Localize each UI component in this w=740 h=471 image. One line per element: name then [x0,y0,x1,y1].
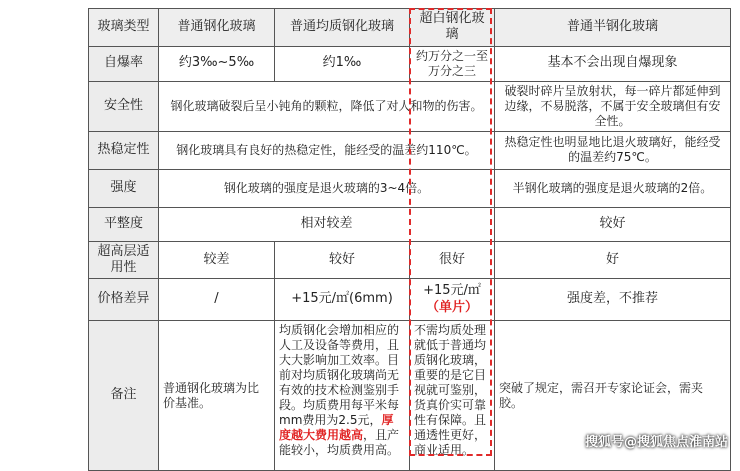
thermal-semi: 热稳定性也明显地比退火玻璃好，能经受的温差约75℃。 [495,131,731,169]
row-safety [89,81,731,131]
remarks-homogeneous-b: ，且产能较小，均质费用高。 [279,428,400,457]
label-self-burst: 自爆率 [89,46,159,81]
strength-tempered: 钢化玻璃的强度是退火玻璃的3~4倍。 [159,169,495,207]
price-semi: 强度差，不推荐 [495,279,731,321]
header-homogeneous-tempered: 普通均质钢化玻璃 [275,9,410,47]
selfburst-homogeneous: 约1‰ [275,46,410,81]
highrise-semi: 好 [495,241,731,279]
label-safety: 安全性 [89,81,159,131]
label-highrise: 超高层适用性 [89,241,159,279]
row-thermal [89,131,731,169]
price-ultrawhite-cell [410,279,495,321]
header-ultrawhite-tempered: 超白钢化玻璃 [410,9,495,47]
remarks-semi: 突破了规定，需召开专家论证会，需夹胶。 [495,321,731,471]
highrise-homogeneous: 较好 [275,241,410,279]
label-price: 价格差异 [89,279,159,321]
price-ultrawhite: +15元/㎡ [423,283,481,299]
selfburst-semi: 基本不会出现自爆现象 [495,46,731,81]
price-homogeneous: +15元/㎡(6mm) [275,279,410,321]
safety-semi: 破裂时碎片呈放射状，每一碎片都延伸到边缘，不易脱落，不属于安全玻璃但有安全性。 [495,81,731,131]
row-price [89,279,731,321]
safety-tempered: 钢化玻璃破裂后呈小钝角的颗粒，降低了对人和物的伤害。 [159,81,495,131]
flatness-semi: 较好 [495,207,731,241]
highrise-ultrawhite: 很好 [410,241,495,279]
price-ultrawhite-note: （单片） [425,299,478,315]
header-semi-tempered: 普通半钢化玻璃 [495,9,731,47]
label-remarks: 备注 [89,321,159,471]
row-strength [89,169,731,207]
row-flatness [89,207,731,241]
flatness-tempered: 相对较差 [159,207,495,241]
highrise-normal: 较差 [159,241,275,279]
remarks-homogeneous-a: 均质钢化会增加相应的人工及设备等费用，且大大影响加工效率。目前对均质钢化玻璃尚无有效的技术检测鉴别手段。均质费用每平米每mm费用为2.5元， [279,323,400,427]
header-normal-tempered: 普通钢化玻璃 [159,9,275,47]
strength-semi: 半钢化玻璃的强度是退火玻璃的2倍。 [495,169,731,207]
remarks-ultrawhite: 不需均质处理就低于普通均质钢化玻璃，重要的是它目视就可鉴别，货真价实可靠性有保障。且通透性更好，商业适用。 [410,321,495,471]
selfburst-ultrawhite: 约万分之一至万分之三 [410,46,495,81]
remarks-homogeneous-cell [275,321,410,471]
glass-comparison-table [88,8,731,471]
label-thermal: 热稳定性 [89,131,159,169]
header-row [89,9,731,47]
watermark: 搜狐号@搜狐焦点淮南站 [584,435,728,450]
header-glass-type: 玻璃类型 [89,9,159,47]
row-highrise [89,241,731,279]
label-strength: 强度 [89,169,159,207]
thermal-tempered: 钢化玻璃具有良好的热稳定性，能经受的温差约110℃。 [159,131,495,169]
remarks-homogeneous-emphasis: 厚度越大费用越高 [279,413,394,442]
selfburst-normal: 约3‰~5‰ [159,46,275,81]
price-normal: / [159,279,275,321]
remarks-normal: 普通钢化玻璃为比价基准。 [159,321,275,471]
label-flatness: 平整度 [89,207,159,241]
row-self-burst [89,46,731,81]
